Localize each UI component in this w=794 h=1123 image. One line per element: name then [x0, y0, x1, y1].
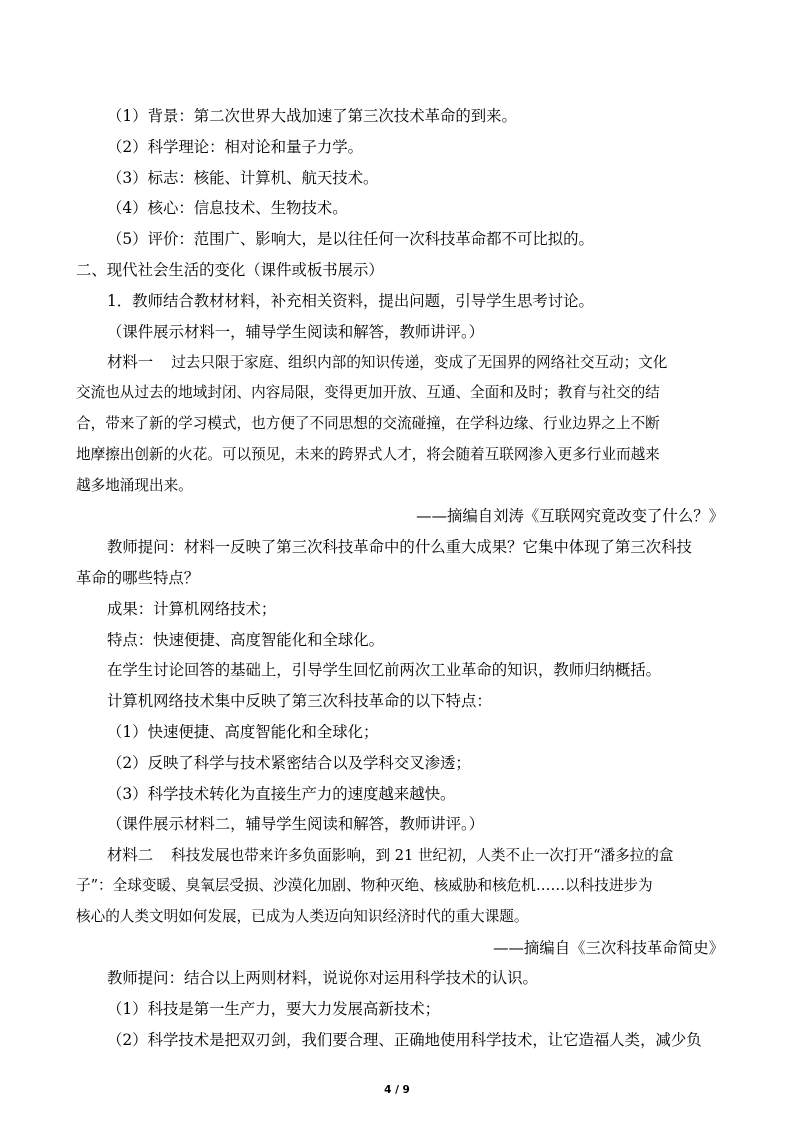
answer-item: （1）科技是第一生产力，要大力发展高新技术；: [107, 1000, 440, 1019]
note-text: （课件展示材料一，辅导学生阅读和解答，教师讲评。）: [107, 322, 485, 341]
material-one-source: ——摘编自刘涛《互联网究竟改变了什么？》: [416, 507, 724, 526]
feature-item: （3）科学技术转化为直接生产力的速度越来越快。: [107, 784, 456, 803]
feature-item: （1）快速便捷、高度智能化和全球化；: [107, 722, 379, 741]
material-two-line: 材料二 科技发展也带来许多负面影响，到 21 世纪初，人类不止一次打开“潘多拉的盒: [107, 846, 674, 865]
material-one-line: 合，带来了新的学习模式，也方便了不同思想的交流碰撞，在学科边缘、行业边界之上不断: [76, 414, 660, 432]
answer-text: 计算机网络技术集中反映了第三次科技革命的以下特点：: [107, 692, 492, 711]
list-item: （1）背景：第二次世界大战加速了第三次技术革命的到来。: [107, 107, 517, 125]
teacher-question: 革命的哪些特点？: [76, 568, 200, 587]
page-content: [76, 101, 724, 1056]
answer-item: （2）科学技术是把双刃剑，我们要合理、正确地使用科学技术，让它造福人类，减少负: [107, 1030, 702, 1049]
page-number: 4 / 9: [384, 1084, 410, 1096]
section-heading: 二、现代社会生活的变化（课件或板书展示）: [76, 260, 384, 279]
material-tag: 材料一: [107, 353, 154, 372]
note-text: （课件展示材料二，辅导学生阅读和解答，教师讲评。）: [107, 815, 485, 834]
answer-text: 在学生讨论回答的基础上，引导学生回忆前两次工业革命的知识，教师归纳概括。: [107, 661, 662, 680]
list-item: （5）评价：范围广、影响大，是以往任何一次科技革命都不可比拟的。: [107, 230, 594, 249]
answer-text: 特点：快速便捷、高度智能化和全球化。: [107, 630, 385, 649]
material-one-line: 地摩擦出创新的火花。可以预见，未来的跨界式人才，将会随着互联网渗入更多行业而越来: [76, 445, 660, 463]
material-two-line: 核心的人类文明如何发展，已成为人类迈向知识经济时代的重大课题。: [76, 907, 529, 925]
material-two-line: 子”：全球变暖、臭氧层受损、沙漠化加剧、物种灭绝、核威胁和核危机……以科技进步为: [76, 876, 653, 894]
teacher-question: 教师提问：结合以上两则材料，说说你对运用科学技术的认识。: [107, 969, 538, 988]
list-item: （3）标志：核能、计算机、航天技术。: [107, 168, 379, 187]
step-text: 1．教师结合教材材料，补充相关资料，提出问题，引导学生思考讨论。: [107, 291, 594, 310]
material-tag: 材料二: [107, 846, 154, 865]
answer-text: 成果：计算机网络技术；: [107, 599, 277, 618]
list-item: （4）核心：信息技术、生物技术。: [107, 199, 348, 218]
list-item: （2）科学理论：相对论和量子力学。: [107, 137, 364, 156]
material-one-line: 材料一 过去只限于家庭、组织内部的知识传递，变成了无国界的网络社交互动；文化: [107, 353, 668, 372]
material-one-line: 越多地涌现出来。: [76, 476, 193, 494]
material-two-source: ——摘编自《三次科技革命简史》: [493, 938, 724, 957]
material-one-line: 交流也从过去的地域封闭、内容局限，变得更加开放、互通、全面和及时；教育与社交的结: [76, 384, 660, 402]
teacher-question: 教师提问：材料一反映了第三次科技革命中的什么重大成果？它集中体现了第三次科技: [107, 538, 692, 557]
feature-item: （2）反映了科学与技术紧密结合以及学科交叉渗透；: [107, 753, 471, 772]
